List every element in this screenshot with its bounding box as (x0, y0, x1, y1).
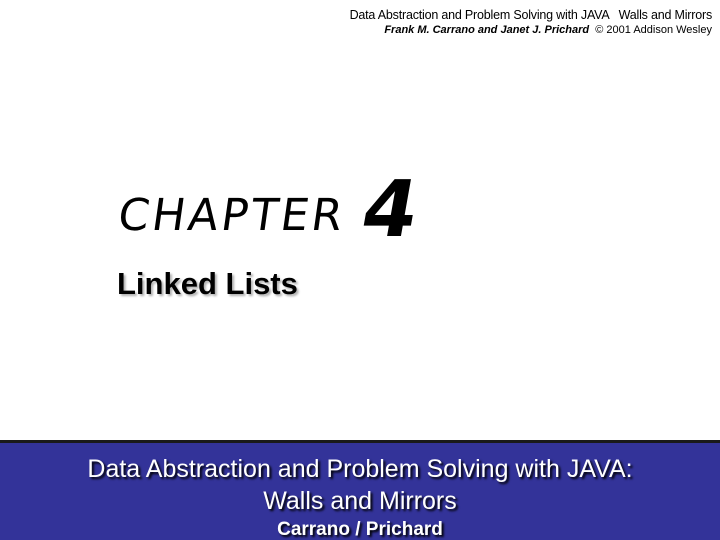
footer-band (0, 440, 720, 540)
footer-title-line1: Data Abstraction and Problem Solving with JAVA: (87, 455, 633, 483)
chapter-number: 4 (355, 165, 426, 255)
header-authors: Frank M. Carrano and Janet J. Prichard (384, 24, 590, 36)
footer-book-title (0, 453, 720, 517)
header-book-title: Data Abstraction and Problem Solving with JAVA Walls and Mirrors (349, 8, 712, 22)
header-copyright: © 2001 Addison Wesley (589, 24, 712, 36)
footer-authors: Carrano / Prichard (277, 519, 443, 540)
chapter-label: CHAPTER (115, 190, 349, 241)
footer-title-line2: Walls and Mirrors (263, 487, 457, 515)
header-credits (384, 24, 712, 36)
chapter-title: Linked Lists (117, 266, 298, 301)
